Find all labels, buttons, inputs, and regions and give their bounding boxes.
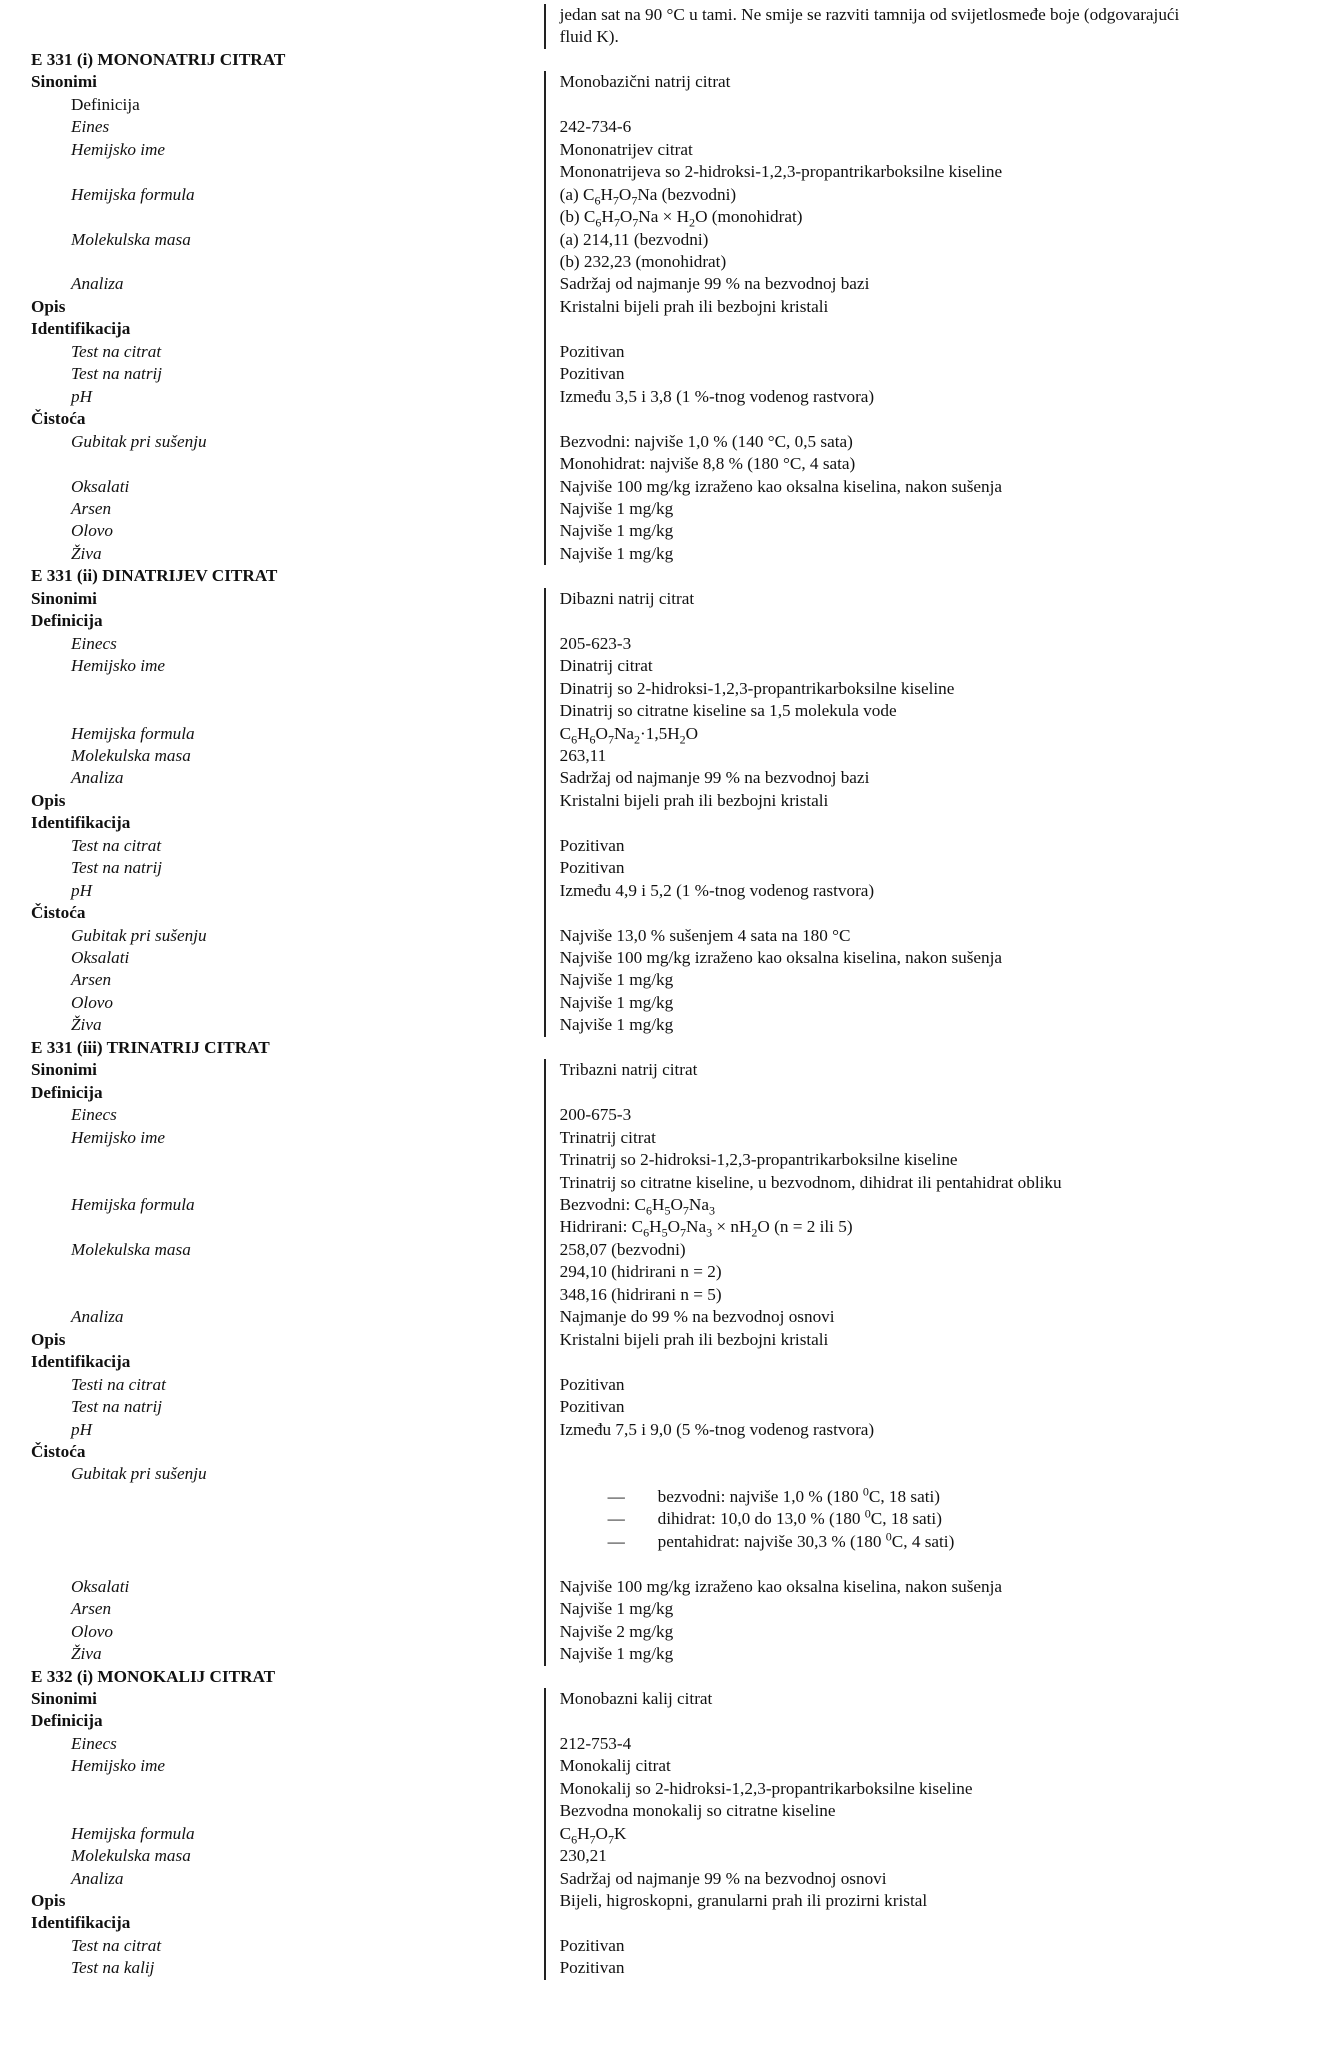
column-divider <box>544 296 546 318</box>
chemical-formula: (b) $C_6H_7O_7Na \times H_2O$ (monohidrat) <box>559 207 803 230</box>
field-label: Einecs <box>71 633 117 653</box>
field-label: Hemijska formula <box>71 1823 195 1843</box>
dash-marker: — <box>607 1486 625 1506</box>
column-divider <box>544 992 546 1014</box>
field-label: Živa <box>71 543 102 563</box>
section-heading: E 332 (i) MONOKALIJ CITRAT <box>31 1666 276 1686</box>
column-divider <box>544 1755 546 1822</box>
field-value: Najviše 2 mg/kg <box>559 1621 674 1641</box>
field-value: Bezvodni: najviše 1,0 % (140 °C, 0,5 sata) <box>559 431 853 451</box>
field-label: Sinonimi <box>31 588 97 608</box>
field-label: Definicija <box>31 611 103 631</box>
field-value: Najviše 1 mg/kg <box>559 498 674 518</box>
column-divider <box>544 520 546 542</box>
field-label: Analiza <box>71 768 124 788</box>
field-label: Hemijska formula <box>71 184 195 204</box>
field-label: Identifikacija <box>31 319 131 339</box>
field-value: Mononatrijev citrat <box>559 139 693 159</box>
field-value: Između 4,9 i 5,2 (1 %-tnog vodenog rastvora) <box>559 880 875 900</box>
field-label: Opis <box>31 1329 66 1349</box>
field-value: Pozitivan <box>559 1374 625 1394</box>
column-divider <box>544 431 546 476</box>
field-label: Definicija <box>31 1082 103 1102</box>
column-divider <box>544 386 546 408</box>
field-value: Najviše 1 mg/kg <box>559 992 674 1012</box>
column-divider <box>544 835 546 857</box>
column-divider <box>544 1912 546 1934</box>
field-value: Najviše 13,0 % sušenjem 4 sata na 180 °C <box>559 925 851 945</box>
field-label: Arsen <box>71 498 112 518</box>
section-heading: E 331 (i) MONONATRIJ CITRAT <box>31 49 286 69</box>
column-divider <box>544 184 546 229</box>
column-divider <box>544 229 546 274</box>
field-label: Olovo <box>71 992 114 1012</box>
field-label: Gubitak pri sušenju <box>71 925 207 945</box>
continuation-text-2: fluid K). <box>559 27 619 47</box>
field-label: Oksalati <box>71 1576 130 1596</box>
field-value: Mononatrijeva so 2-hidroksi-1,2,3-propantrikarboksilne kiseline <box>559 162 1003 182</box>
field-label: Sinonimi <box>31 1060 97 1080</box>
column-divider <box>544 1890 546 1912</box>
dash-list-item: — bezvodni: najviše 1,0 % (180 $^0$C, 18 sati) <box>560 1486 1291 1508</box>
field-label: Hemijsko ime <box>71 656 166 676</box>
field-value: 294,10 (hidrirani n = 2) <box>559 1262 722 1282</box>
field-value: Najviše 1 mg/kg <box>559 1599 674 1619</box>
field-value: Monobazni kalij citrat <box>559 1688 713 1708</box>
field-value: Najviše 100 mg/kg izraženo kao oksalna kiselina, nakon sušenja <box>559 948 1003 968</box>
field-value: Pozitivan <box>559 858 625 878</box>
column-divider <box>544 1935 546 1957</box>
column-divider <box>544 1733 546 1755</box>
section-heading: E 331 (iii) TRINATRIJ CITRAT <box>31 1037 270 1057</box>
field-value: Najviše 1 mg/kg <box>559 1644 674 1664</box>
field-value: Između 7,5 i 9,0 (5 %-tnog vodenog rastvora) <box>559 1419 875 1439</box>
field-value: 200-675-3 <box>559 1105 632 1125</box>
field-label: Molekulska masa <box>71 1239 191 1259</box>
field-label: Molekulska masa <box>71 229 191 249</box>
field-value: Dinatrij so 2-hidroksi-1,2,3-propantrikarboksilne kiseline <box>559 678 955 698</box>
column-divider <box>544 71 546 93</box>
column-divider <box>544 543 546 565</box>
field-value: Dinatrij so citratne kiseline sa 1,5 molekula vode <box>559 701 897 721</box>
field-value: Trinatrij so citratne kiseline, u bezvodnom, dihidrat ili pentahidrat obliku <box>559 1172 1062 1192</box>
field-label: Sinonimi <box>31 72 97 92</box>
column-divider <box>544 1845 546 1867</box>
column-divider <box>544 498 546 520</box>
column-divider <box>544 1306 546 1328</box>
field-value: Pozitivan <box>559 364 625 384</box>
document-page <box>31 4 1291 1980</box>
field-label: Hemijsko ime <box>71 1756 166 1776</box>
column-divider <box>544 610 546 632</box>
column-divider <box>544 1957 546 1979</box>
field-value: Trinatrij so 2-hidroksi-1,2,3-propantrikarboksilne kiseline <box>559 1150 958 1170</box>
field-label: Molekulska masa <box>71 1846 191 1866</box>
field-label: Identifikacija <box>31 1913 131 1933</box>
field-value: 212-753-4 <box>559 1733 632 1753</box>
column-divider <box>544 1441 546 1463</box>
column-divider <box>544 745 546 767</box>
column-divider <box>544 1127 546 1194</box>
field-value: Kristalni bijeli prah ili bezbojni kristali <box>559 790 829 810</box>
field-label: Test na natrij <box>71 1397 163 1417</box>
field-value: 263,11 <box>559 745 607 765</box>
field-label: Čistoća <box>31 1442 86 1461</box>
field-value: 348,16 (hidrirani n = 5) <box>559 1284 722 1304</box>
field-value: 205-623-3 <box>559 633 632 653</box>
field-value: Pozitivan <box>559 341 625 361</box>
column-divider <box>544 94 546 116</box>
field-label: Analiza <box>71 1307 124 1327</box>
field-value: 258,07 (bezvodni) <box>559 1239 686 1259</box>
field-value: Monobazični natrij citrat <box>559 72 731 92</box>
field-value: Pozitivan <box>559 835 625 855</box>
section-heading-row <box>31 49 1291 71</box>
field-value: Najmanje do 99 % na bezvodnoj osnovi <box>559 1307 835 1327</box>
field-label: Definicija <box>31 1711 103 1731</box>
field-label: Test na natrij <box>71 364 163 384</box>
column-divider <box>544 655 546 722</box>
column-divider <box>544 116 546 138</box>
column-divider <box>544 1014 546 1036</box>
field-label: Test na citrat <box>71 1935 162 1955</box>
field-label: Hemijska formula <box>71 723 195 743</box>
field-value: Monokalij so 2-hidroksi-1,2,3-propantrikarboksilne kiseline <box>559 1778 973 1798</box>
column-divider <box>544 633 546 655</box>
column-divider <box>544 4 546 49</box>
column-divider <box>544 318 546 340</box>
column-divider <box>544 1239 546 1306</box>
column-divider <box>544 902 546 924</box>
field-label: Identifikacija <box>31 1352 131 1372</box>
chemical-formula: (a) $C_6H_7O_7Na$ (bezvodni) <box>559 184 737 208</box>
column-divider <box>544 969 546 991</box>
column-divider <box>544 767 546 789</box>
field-label: Definicija <box>71 94 140 114</box>
field-label: pH <box>71 880 93 900</box>
field-label: Oksalati <box>71 476 130 496</box>
field-value: Trinatrij citrat <box>559 1127 656 1147</box>
column-divider <box>544 1710 546 1732</box>
column-divider <box>544 1688 546 1710</box>
field-value: Sadržaj od najmanje 99 % na bezvodnoj bazi <box>559 274 870 294</box>
field-label: Test na citrat <box>71 341 162 361</box>
field-label: Gubitak pri sušenju <box>71 1464 207 1484</box>
field-label: Olovo <box>71 1621 114 1641</box>
field-label: Živa <box>71 1644 102 1664</box>
field-value: 242-734-6 <box>559 117 632 137</box>
field-value: Najviše 100 mg/kg izraženo kao oksalna kiselina, nakon sušenja <box>559 476 1003 496</box>
column-divider <box>544 1598 546 1620</box>
field-label: Opis <box>31 790 66 810</box>
chemical-formula: $C_6H_7O_7K$ <box>559 1823 627 1847</box>
field-value: Monokalij citrat <box>559 1756 671 1776</box>
column-divider <box>544 1351 546 1373</box>
field-label: Test na citrat <box>71 835 162 855</box>
column-divider <box>544 1576 546 1598</box>
column-divider <box>544 947 546 969</box>
field-label: pH <box>71 386 93 406</box>
column-divider <box>544 1621 546 1643</box>
column-divider <box>544 723 546 745</box>
field-value: 230,21 <box>559 1846 607 1866</box>
column-divider <box>544 273 546 295</box>
field-label: Olovo <box>71 521 114 541</box>
field-value: Kristalni bijeli prah ili bezbojni kristali <box>559 1329 829 1349</box>
field-label: Einecs <box>71 1733 117 1753</box>
chemical-formula: Bezvodni: $C_6H_5O_7Na_3$ <box>559 1195 715 1218</box>
column-divider <box>544 1643 546 1665</box>
field-value: Pozitivan <box>559 1958 625 1978</box>
dash-list-item: — pentahidrat: najviše 30,3 % (180 $^0$C, 4 sati) <box>560 1531 1291 1553</box>
field-label: Analiza <box>71 1868 124 1888</box>
column-divider <box>544 139 546 184</box>
field-value: Bezvodna monokalij so citratne kiseline <box>559 1801 836 1821</box>
field-value: Pozitivan <box>559 1935 625 1955</box>
field-label: Gubitak pri sušenju <box>71 431 207 451</box>
field-label: pH <box>71 1419 93 1439</box>
column-divider <box>544 812 546 834</box>
field-value: Dibazni natrij citrat <box>559 588 695 608</box>
field-label: Živa <box>71 1015 102 1035</box>
field-label: Arsen <box>71 1599 112 1619</box>
column-divider <box>544 1082 546 1104</box>
column-divider <box>544 880 546 902</box>
section-heading: E 331 (ii) DINATRIJEV CITRAT <box>31 566 278 586</box>
field-label: Test na kalij <box>71 1958 155 1978</box>
field-label: Hemijsko ime <box>71 139 166 159</box>
field-label: Testi na citrat <box>71 1374 166 1394</box>
field-label: Eines <box>71 117 110 137</box>
continuation-row <box>31 4 1291 49</box>
column-divider <box>544 1823 546 1845</box>
field-label: Opis <box>31 1891 66 1911</box>
chemical-formula: $C_6H_6O_7Na_2\cdot 1,5H_2O$ <box>559 723 699 746</box>
column-divider <box>544 1868 546 1890</box>
column-divider <box>544 1396 546 1418</box>
field-label: Sinonimi <box>31 1688 97 1708</box>
field-label: Oksalati <box>71 948 130 968</box>
field-label: Čistoća <box>31 409 86 429</box>
chemical-formula: Hidrirani: $C_6H_5O_7Na_3 \times nH_2O$ (n = 2 ili 5) <box>559 1217 853 1240</box>
field-label: Hemijska formula <box>71 1195 195 1215</box>
dash-marker: — <box>607 1531 625 1551</box>
field-label: Hemijsko ime <box>71 1127 166 1147</box>
field-value: Monohidrat: najviše 8,8 % (180 °C, 4 sata) <box>559 454 856 474</box>
field-value: Sadržaj od najmanje 99 % na bezvodnoj bazi <box>559 768 870 788</box>
field-value: Najviše 1 mg/kg <box>559 970 674 990</box>
column-divider <box>544 790 546 812</box>
field-value: (a) 214,11 (bezvodni) <box>559 229 709 249</box>
column-divider <box>544 1194 546 1239</box>
field-label: Opis <box>31 296 66 316</box>
column-divider <box>544 1463 546 1575</box>
field-label: Arsen <box>71 970 112 990</box>
field-value: (b) 232,23 (monohidrat) <box>559 251 727 271</box>
field-value: Između 3,5 i 3,8 (1 %-tnog vodenog rastvora) <box>559 386 875 406</box>
column-divider <box>544 476 546 498</box>
field-value: Pozitivan <box>559 1397 625 1417</box>
continuation-text-1: jedan sat na 90 °C u tami. Ne smije se razviti tamnija od svijetlosmeđe boje (odgovarajući <box>559 5 1180 24</box>
field-value: Tribazni natrij citrat <box>559 1060 698 1080</box>
field-value: Bijeli, higroskopni, granularni prah ili prozirni kristal <box>559 1891 928 1911</box>
column-divider <box>544 1059 546 1081</box>
field-value: Dinatrij citrat <box>559 656 653 676</box>
field-label: Identifikacija <box>31 813 131 833</box>
field-value: Najviše 1 mg/kg <box>559 521 674 541</box>
column-divider <box>544 408 546 430</box>
field-value: Najviše 1 mg/kg <box>559 1015 674 1035</box>
field-value: Sadržaj od najmanje 99 % na bezvodnoj osnovi <box>559 1868 887 1888</box>
field-value: Najviše 100 mg/kg izraženo kao oksalna kiselina, nakon sušenja <box>559 1576 1003 1596</box>
column-divider <box>544 363 546 385</box>
field-label: Einecs <box>71 1105 117 1125</box>
column-divider <box>544 341 546 363</box>
column-divider <box>544 1104 546 1126</box>
column-divider <box>544 1419 546 1441</box>
field-label: Analiza <box>71 274 124 294</box>
dash-list-item: — dihidrat: 10,0 do 13,0 % (180 $^0$C, 18 sati) <box>560 1508 1291 1530</box>
field-value: Najviše 1 mg/kg <box>559 543 674 563</box>
field-label: Molekulska masa <box>71 745 191 765</box>
field-value: Kristalni bijeli prah ili bezbojni kristali <box>559 296 829 316</box>
column-divider <box>544 1329 546 1351</box>
dash-marker: — <box>607 1509 625 1529</box>
column-divider <box>544 857 546 879</box>
field-label: Čistoća <box>31 903 86 923</box>
column-divider <box>544 1374 546 1396</box>
field-label: Test na natrij <box>71 858 163 878</box>
column-divider <box>544 588 546 610</box>
column-divider <box>544 925 546 947</box>
